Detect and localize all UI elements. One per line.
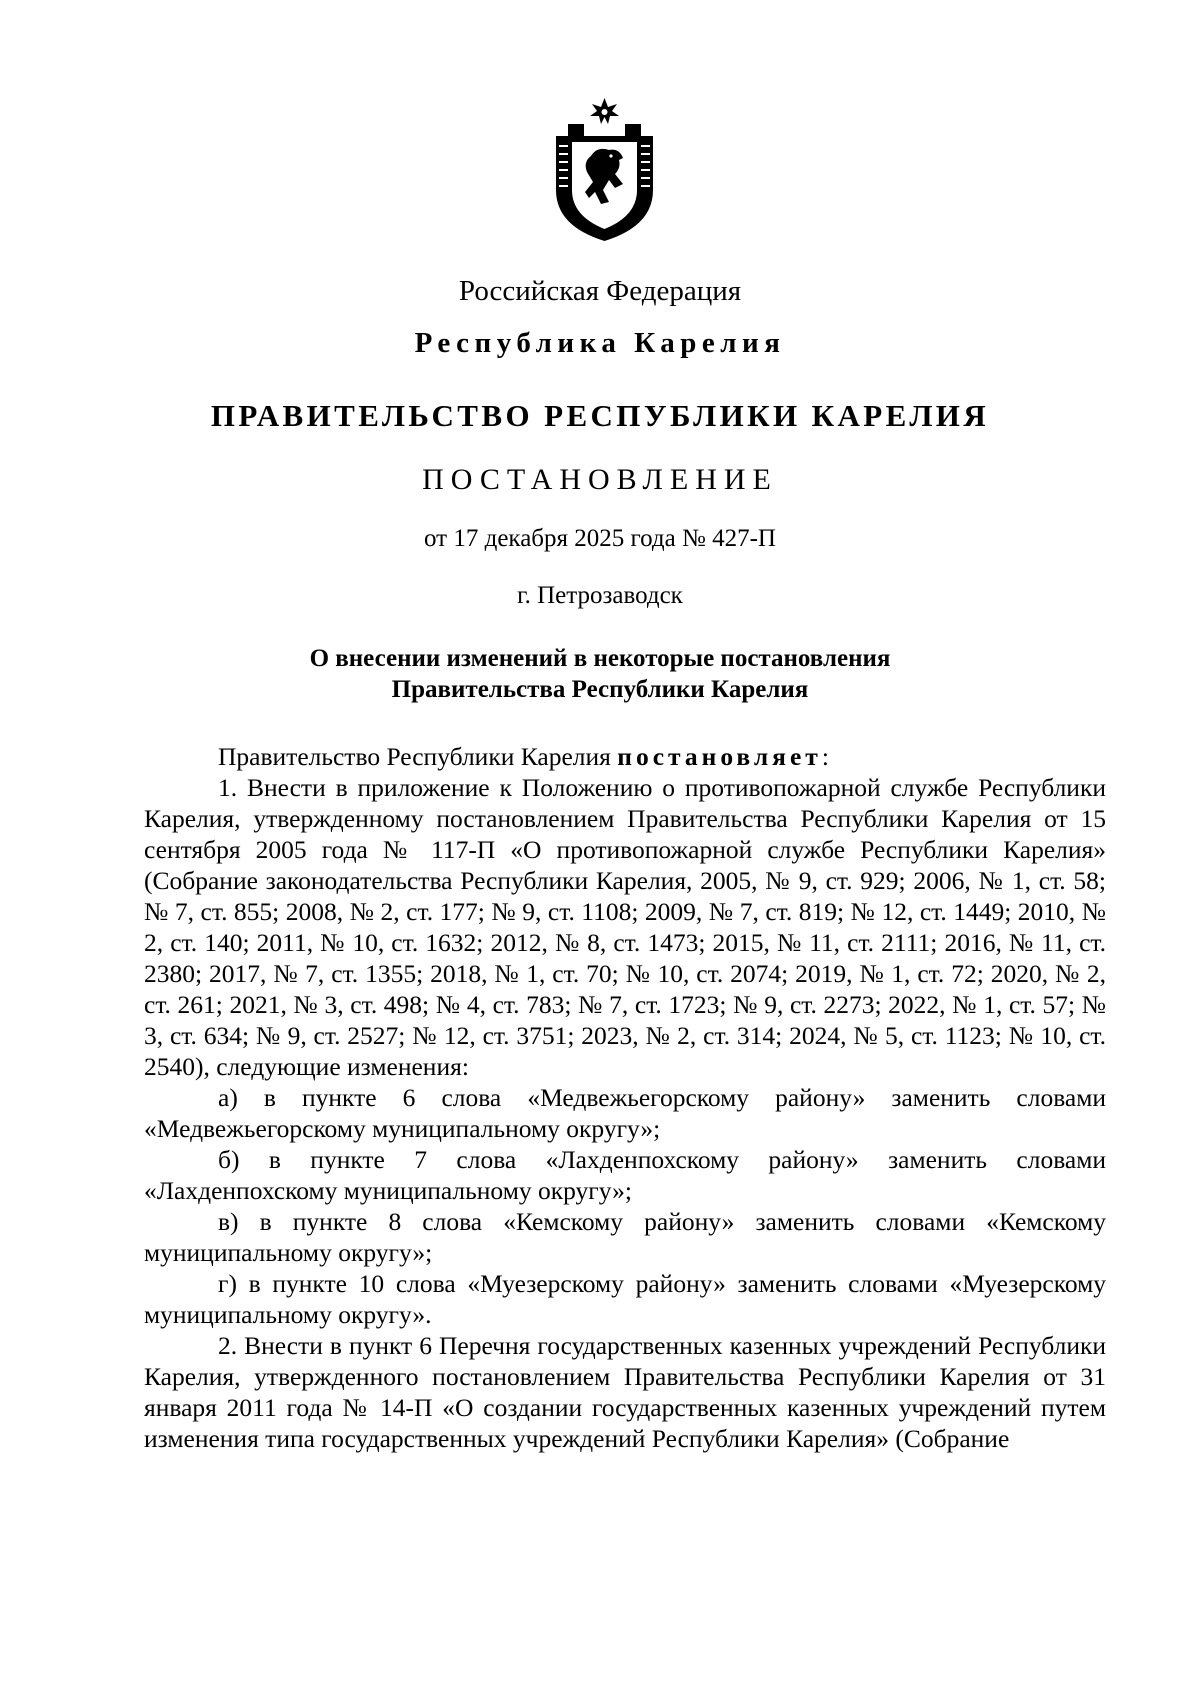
subject-line-2: Правительства Республики Карелия bbox=[391, 676, 809, 703]
paragraph-1: 1. Внести в приложение к Положению о противопожарной службе Республики Карелия, утвержденному постановлением Правительства Республики Карелия от 15 сентября 2005 года № 117-П «О противопожарной службе Республики Карелия» (Собрание законодательства Республики Карелия, 2005, № 9, ст. 929; 2006, № 1, ст. 58; № 7, ст. 855; 2008, № 2, ст. 177; № 9, ст. 1108; 2009, № 7, ст. 819; № 12, ст. 1449; 2010, № 2, ст. 140; 2011, № 10, ст. 1632; 2012, № 8, ст. 1473; 2015, № 11, ст. 2111; 2016, № 11, ст. 2380; 2017, № 7, ст. 1355; 2018, № 1, ст. 70; № 10, ст. 2074; 2019, № 1, ст. 72; 2020, № 2, ст. 261; 2021, № 3, ст. 498; № 4, ст. 783; № 7, ст. 1723; № 9, ст. 2273; 2022, № 1, ст. 57; № 3, ст. 634; № 9, ст. 2527; № 12, ст. 3751; 2023, № 2, ст. 314; 2024, № 5, ст. 1123; № 10, ст. 2540), следующие изменения: bbox=[144, 773, 1106, 1081]
document-body bbox=[144, 741, 1106, 1454]
paragraph-1c: в) в пункте 8 слова «Кемскому району» заменить словами «Кемскому муниципальному округу»; bbox=[144, 1207, 1106, 1267]
intro-suffix: : bbox=[821, 742, 829, 771]
paragraph-1d: г) в пункте 10 слова «Муезерскому району» заменить словами «Муезерскому муниципальному округу». bbox=[144, 1269, 1106, 1329]
document-city: г. Петрозаводск bbox=[517, 582, 683, 609]
government-title: ПРАВИТЕЛЬСТВО РЕСПУБЛИКИ КАРЕЛИЯ bbox=[210, 398, 990, 433]
intro-verb: постановляет bbox=[617, 742, 822, 771]
subject-line-1: О внесении изменений в некоторые постановления bbox=[309, 645, 891, 672]
federation-title: Российская Федерация bbox=[458, 275, 742, 307]
document-subject bbox=[0, 643, 1200, 705]
intro-paragraph bbox=[144, 741, 1106, 772]
paragraph-1b: б) в пункте 7 слова «Лахденпохскому району» заменить словами «Лахденпохскому муниципальному округу»; bbox=[144, 1145, 1106, 1205]
paragraph-2: 2. Внести в пункт 6 Перечня государственных казенных учреждений Республики Карелия, утвержденного постановлением Правительства Республики Карелия от 31 января 2011 года № 14-П «О создании государственных казенных учреждений путем изменения типа государственных учреждений Республики Карелия» (Собрание bbox=[144, 1331, 1106, 1453]
document-type: ПОСТАНОВЛЕНИЕ bbox=[422, 463, 778, 496]
intro-prefix: Правительство Республики Карелия bbox=[218, 742, 618, 771]
paragraph-1a: а) в пункте 6 слова «Медвежьегорскому району» заменить словами «Медвежьегорскому муниципальному округу»; bbox=[144, 1083, 1106, 1143]
karelia-coat-of-arms-icon bbox=[553, 98, 656, 242]
republic-title: Республика Карелия bbox=[414, 327, 786, 359]
document-date-number: от 17 декабря 2025 года № 427-П bbox=[424, 525, 776, 552]
